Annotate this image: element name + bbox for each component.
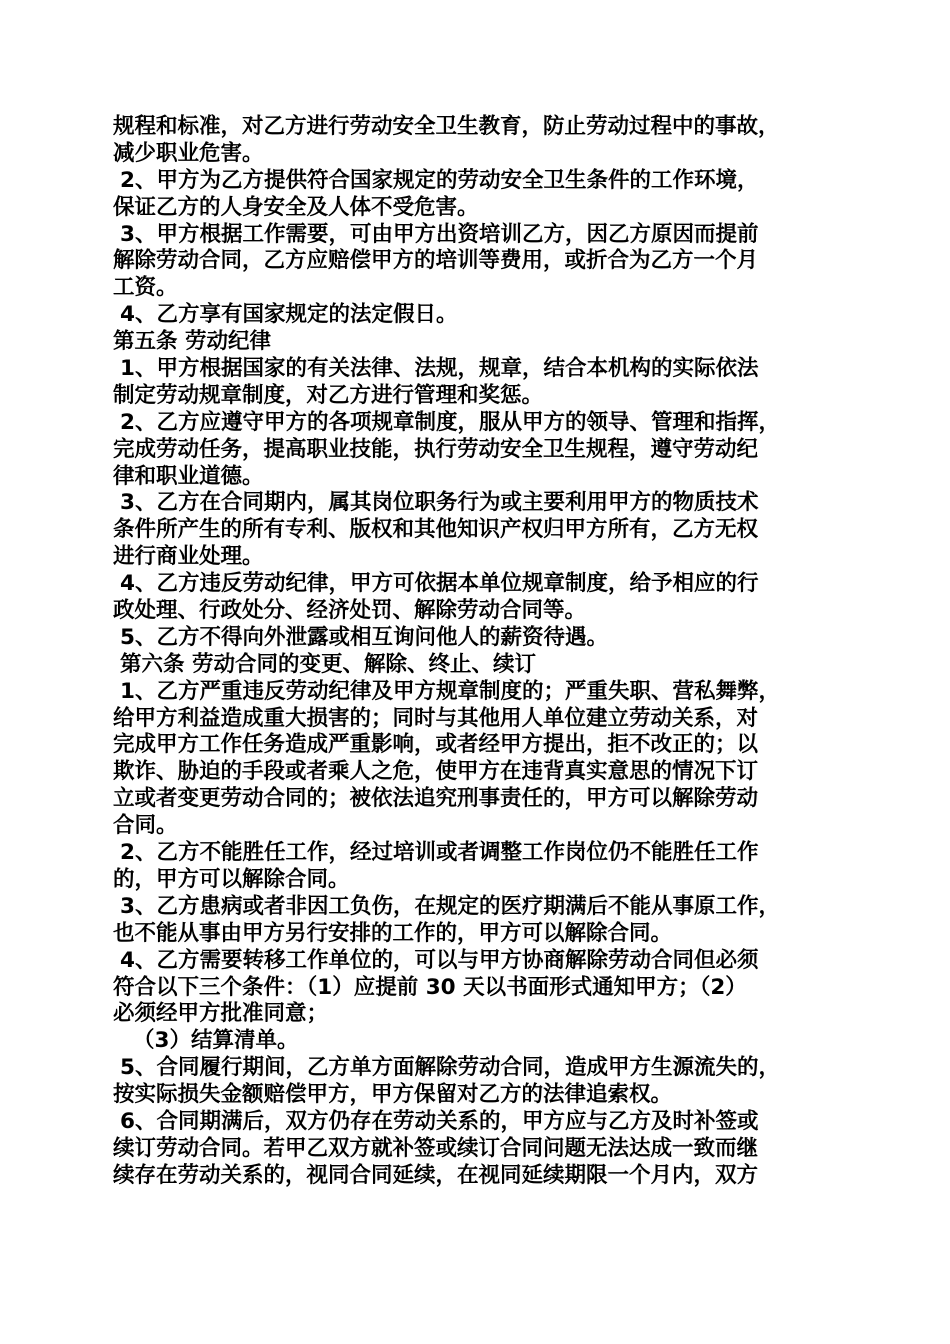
text-line: 规程和标准，对乙方进行劳动安全卫生教育，防止劳动过程中的事故， — [113, 114, 780, 139]
text-line: 合同。 — [113, 813, 178, 839]
text-line: 符合以下三个条件：（1）应提前 30 天以书面形式通知甲方；（2） — [113, 974, 747, 1000]
text-line: 4、乙方需要转移工作单位的，可以与甲方协商解除劳动合同但必须 — [120, 947, 759, 973]
text-line: 制定劳动规章制度，对乙方进行管理和奖惩。 — [113, 382, 544, 408]
text-line: 5、合同履行期间，乙方单方面解除劳动合同，造成甲方生源流失的， — [120, 1055, 780, 1081]
text-line: 欺诈、胁迫的手段或者乘人之危，使甲方在违背真实意思的情况下订 — [113, 759, 759, 785]
text-line: 律和职业道德。 — [113, 463, 264, 489]
text-line: 也不能从事由甲方另行安排的工作的，甲方可以解除合同。 — [113, 920, 673, 946]
text-line: 给甲方利益造成重大损害的；同时与其他用人单位建立劳动关系，对 — [113, 705, 759, 731]
text-line: 续存在劳动关系的，视同合同延续，在视同延续期限一个月内，双方 — [113, 1162, 759, 1188]
text-line: 2、甲方为乙方提供符合国家规定的劳动安全卫生条件的工作环境， — [120, 167, 759, 193]
text-line: 1、乙方严重违反劳动纪律及甲方规章制度的；严重失职、营私舞弊， — [120, 678, 780, 704]
text-line: 解除劳动合同，乙方应赔偿甲方的培训等费用，或折合为乙方一个月 — [113, 248, 759, 274]
text-line: 2、乙方应遵守甲方的各项规章制度，服从甲方的领导、管理和指挥， — [120, 409, 780, 435]
text-line: 4、乙方违反劳动纪律，甲方可依据本单位规章制度，给予相应的行 — [120, 571, 759, 597]
text-line: 1、甲方根据国家的有关法律、法规，规章，结合本机构的实际依法 — [120, 356, 759, 382]
text-line: 完成劳动任务，提高职业技能，执行劳动安全卫生规程，遵守劳动纪 — [113, 436, 759, 462]
text-line: 立或者变更劳动合同的；被依法追究刑事责任的，甲方可以解除劳动 — [113, 786, 759, 812]
text-line: 工资。 — [113, 275, 178, 301]
text-line: 2、乙方不能胜任工作，经过培训或者调整工作岗位仍不能胜任工作 — [120, 840, 759, 866]
text-line: 6、合同期满后，双方仍存在劳动关系的，甲方应与乙方及时补签或 — [120, 1108, 759, 1134]
text-line: 续订劳动合同。若甲乙双方就补签或续订合同问题无法达成一致而继 — [113, 1135, 759, 1161]
text-line: 3、甲方根据工作需要，可由甲方出资培训乙方，因乙方原因而提前 — [120, 221, 759, 247]
text-line: 政处理、行政处分、经济处罚、解除劳动合同等。 — [113, 598, 587, 624]
text-line: 3、乙方患病或者非因工负伤，在规定的医疗期满后不能从事原工作， — [120, 893, 780, 919]
text-line: 5、乙方不得向外泄露或相互询问他人的薪资待遇。 — [120, 624, 608, 650]
text-line: 按实际损失金额赔偿甲方，甲方保留对乙方的法律追索权。 — [113, 1082, 673, 1108]
contract-text — [113, 114, 853, 1190]
section-heading: 第五条 劳动纪律 — [113, 329, 271, 355]
text-line: 条件所产生的所有专利、版权和其他知识产权归甲方所有，乙方无权 — [113, 517, 759, 543]
text-line: 进行商业处理。 — [113, 544, 264, 570]
text-line: （3）结算清单。 — [133, 1028, 299, 1054]
text-line: 完成甲方工作任务造成严重影响，或者经甲方提出，拒不改正的；以 — [113, 732, 759, 758]
text-line: 4、乙方享有国家规定的法定假日。 — [120, 302, 458, 328]
text-line: 保证乙方的人身安全及人体不受危害。 — [113, 194, 479, 220]
section-heading: 第六条 劳动合同的变更、解除、终止、续订 — [120, 651, 536, 677]
text-line: 必须经甲方批准同意； — [113, 1001, 329, 1027]
text-line: 的，甲方可以解除合同。 — [113, 866, 350, 892]
text-line: 3、乙方在合同期内，属其岗位职务行为或主要利用甲方的物质技术 — [120, 490, 759, 516]
text-line: 减少职业危害。 — [113, 140, 264, 166]
